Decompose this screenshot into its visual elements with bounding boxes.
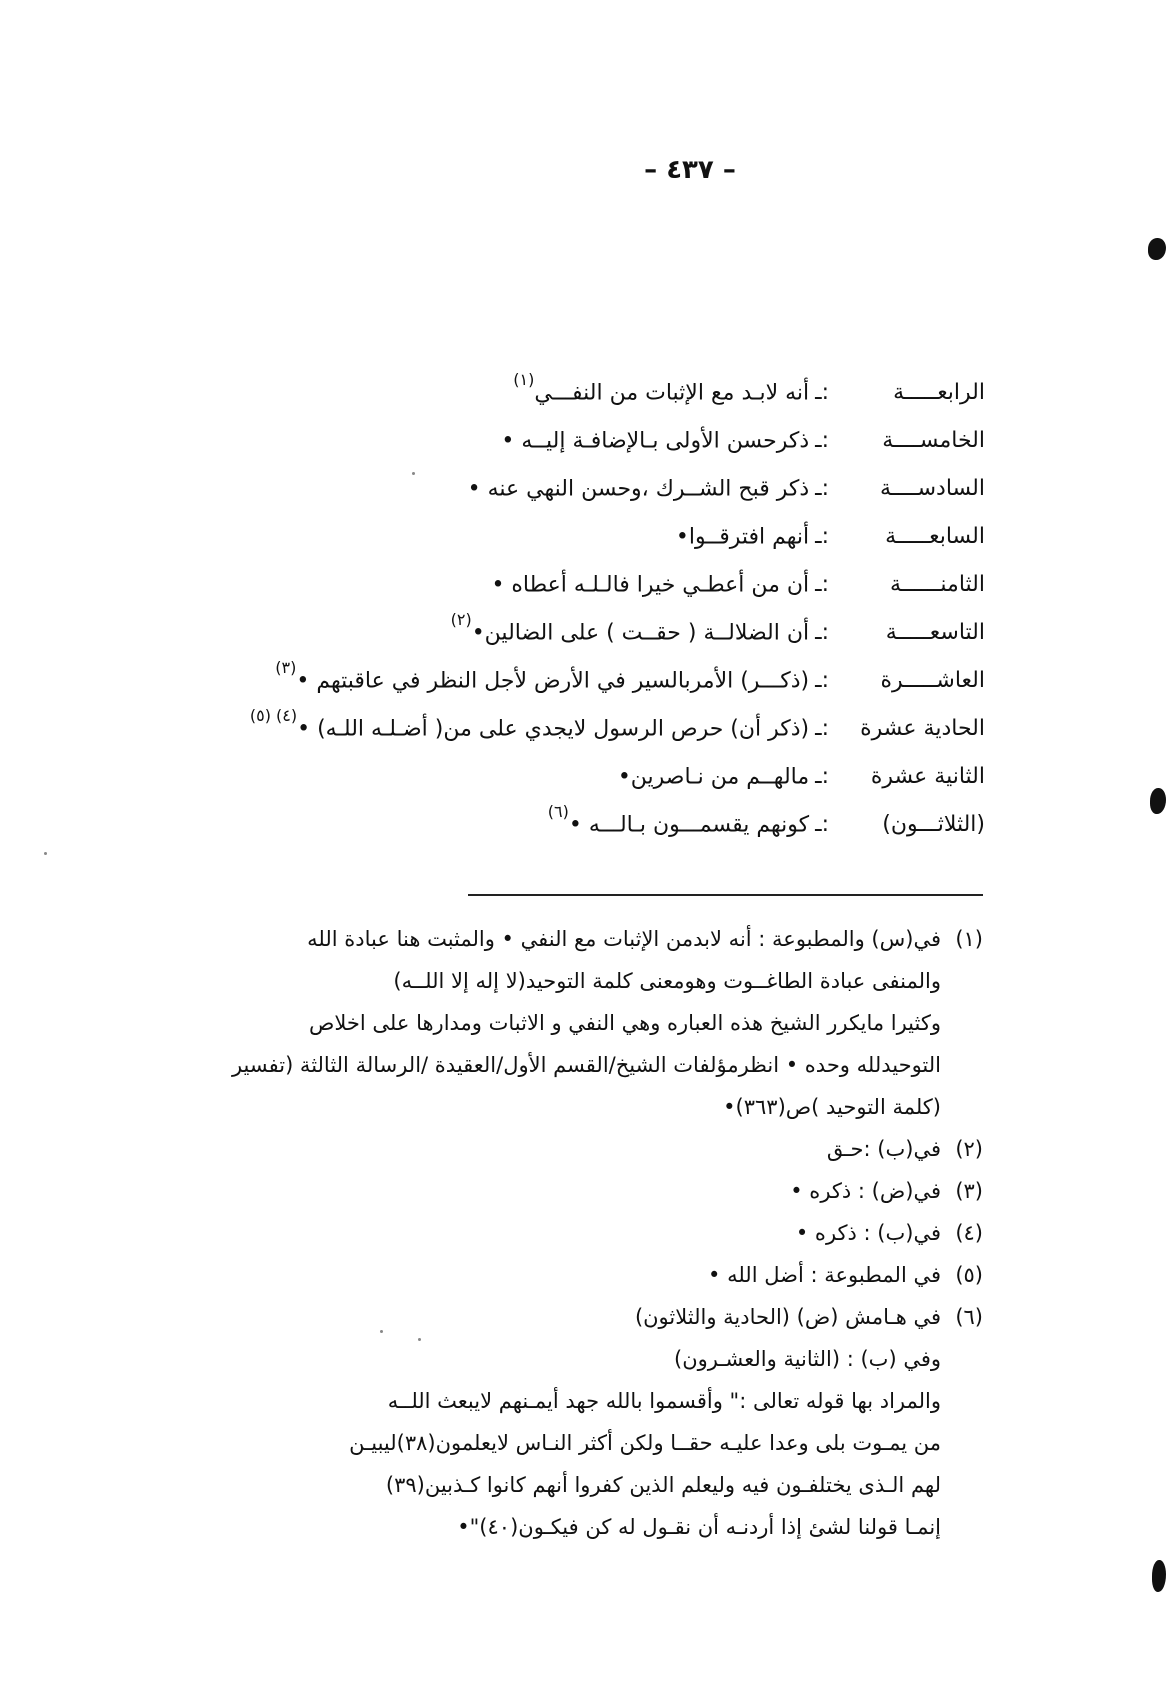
footnote-number: (٣): [955, 1179, 983, 1203]
item-text: أن من أعطـي خيرا فالـلـه أعطاه •: [491, 572, 810, 598]
list-item: [205, 794, 985, 842]
scan-speck: [418, 1338, 421, 1341]
footnote-number: (٢): [955, 1137, 983, 1161]
footnote: [103, 1212, 983, 1254]
item-label: الرابعـــــة: [893, 380, 985, 406]
footnote-line: وفي (ب) : (الثانية والعشـرون): [674, 1347, 941, 1371]
item-label: الثامنــــــة: [889, 572, 985, 598]
scan-speck: [380, 1330, 383, 1333]
list-item: [205, 746, 985, 794]
list-item: [205, 602, 985, 650]
item-text: أنه لابـد مع الإثبات من النفـــي: [534, 380, 810, 406]
item-label: السابعـــــة: [885, 524, 985, 550]
footnote: [103, 1128, 983, 1170]
scan-speck: [412, 472, 415, 475]
item-separator: :ـ: [815, 476, 829, 502]
item-separator: :ـ: [815, 764, 829, 790]
item-note: (٤) (٥): [249, 706, 298, 725]
page-number: – ٤٣٧ –: [644, 155, 736, 185]
binding-mark: [1152, 1560, 1166, 1592]
footnote-line: في(ب) :حـق: [826, 1137, 941, 1161]
item-text: ذكر قبح الشــرك ،وحسن النهي عنه •: [467, 476, 810, 502]
item-separator: :ـ: [815, 812, 829, 838]
binding-mark: [1150, 788, 1166, 814]
list-item: [205, 458, 985, 506]
item-text: (ذكر أن) حرص الرسول لايجدي على من( أضـلـه اللـه) •: [297, 716, 810, 742]
footnote: [103, 918, 983, 1128]
verse-line: لهم الـذى يختلفـون فيه وليعلم الذين كفروا أنهم كانوا كـذبين(٣٩): [385, 1473, 941, 1497]
item-label: الثانية عشرة: [870, 764, 985, 790]
footnote-line: في المطبوعة : أضل الله •: [708, 1263, 941, 1287]
item-label: السادســــة: [880, 476, 985, 502]
item-text: أن الضلالــة ( حقــت ) على الضالين•: [471, 620, 810, 646]
quoted-verse: [103, 1380, 941, 1548]
footnote: [103, 1254, 983, 1296]
item-separator: :ـ: [815, 716, 829, 742]
item-separator: :ـ: [815, 524, 829, 550]
footnote-number: (٥): [955, 1263, 983, 1287]
footnote: [103, 1296, 983, 1380]
numbered-list: [205, 362, 985, 842]
footnotes: [103, 918, 983, 1548]
item-separator: :ـ: [815, 428, 829, 454]
list-item: [205, 698, 985, 746]
item-text: كونهم يقسمـــون بـالـــه •: [568, 812, 810, 838]
item-text: ذكرحسن الأولى بـالإضافـة إليــه •: [501, 428, 810, 454]
list-item: [205, 650, 985, 698]
footnote-number: (٦): [955, 1305, 983, 1329]
item-separator: :ـ: [815, 668, 829, 694]
item-label: التاسعـــــة: [885, 620, 985, 646]
item-label: الحادية عشرة: [860, 716, 985, 742]
item-separator: :ـ: [815, 620, 829, 646]
footnote-line: وكثيرا مايكرر الشيخ هذه العباره وهي النفي و الاثبات ومدارها على اخلاص: [309, 1011, 941, 1035]
verse-line: والمراد بها قوله تعالى :" وأقسموا بالله جهد أيمـنهم لايبعث اللــه: [387, 1389, 941, 1413]
list-item: [205, 554, 985, 602]
footnote: [103, 1170, 983, 1212]
list-item: [205, 506, 985, 554]
item-note: (٣): [275, 658, 297, 677]
verse-line: من يمـوت بلى وعدا عليـه حقــا ولكن أكثر النـاس لايعلمون(٣٨)ليبيـن: [349, 1431, 941, 1455]
list-item: [205, 362, 985, 410]
footnote-line: التوحيدلله وحده • انظرمؤلفات الشيخ/القسم الأول/العقيدة /الرسالة الثالثة (تفسير: [231, 1053, 941, 1077]
footnote-number: (٤): [955, 1221, 983, 1245]
item-note: (١): [513, 370, 535, 389]
footnote-line: (كلمة التوحيد )ص(٣٦٣)•: [723, 1095, 941, 1119]
footnote-line: في(ض) : ذكره •: [790, 1179, 941, 1203]
item-separator: :ـ: [815, 380, 829, 406]
item-separator: :ـ: [815, 572, 829, 598]
list-item: [205, 410, 985, 458]
verse-line: إنمـا قولنا لشئ إذا أردنـه أن نقـول له كن فيكـون(٤٠)"•: [457, 1515, 941, 1539]
footnote-line: والمنفى عبادة الطاغــوت وهومعنى كلمة التوحيد(لا إله إلا اللــه): [393, 969, 941, 993]
item-text: مالهــم من نـاصرين•: [617, 764, 810, 790]
binding-mark: [1148, 238, 1166, 260]
item-note: (٦): [547, 802, 569, 821]
item-label: (الثلاثـــون): [882, 812, 985, 838]
scan-speck: [44, 852, 47, 855]
footnote-number: (١): [955, 927, 983, 951]
footnote-line: في(ب) : ذكره •: [795, 1221, 941, 1245]
footnote-rule: [468, 894, 983, 896]
item-label: العاشـــــرة: [880, 668, 985, 694]
footnote-line: في(س) والمطبوعة : أنه لابدمن الإثبات مع النفي • والمثبت هنا عبادة الله: [307, 927, 941, 951]
item-note: (٢): [450, 610, 472, 629]
item-label: الخامســــة: [882, 428, 985, 454]
footnote-line: في هـامش (ض) (الحادية والثلاثون): [634, 1305, 941, 1329]
item-text: أنهم افترقــوا•: [675, 524, 810, 550]
item-text: (ذكـــر) الأمربالسير في الأرض لأجل النظر في عاقبتهم •: [296, 668, 810, 694]
